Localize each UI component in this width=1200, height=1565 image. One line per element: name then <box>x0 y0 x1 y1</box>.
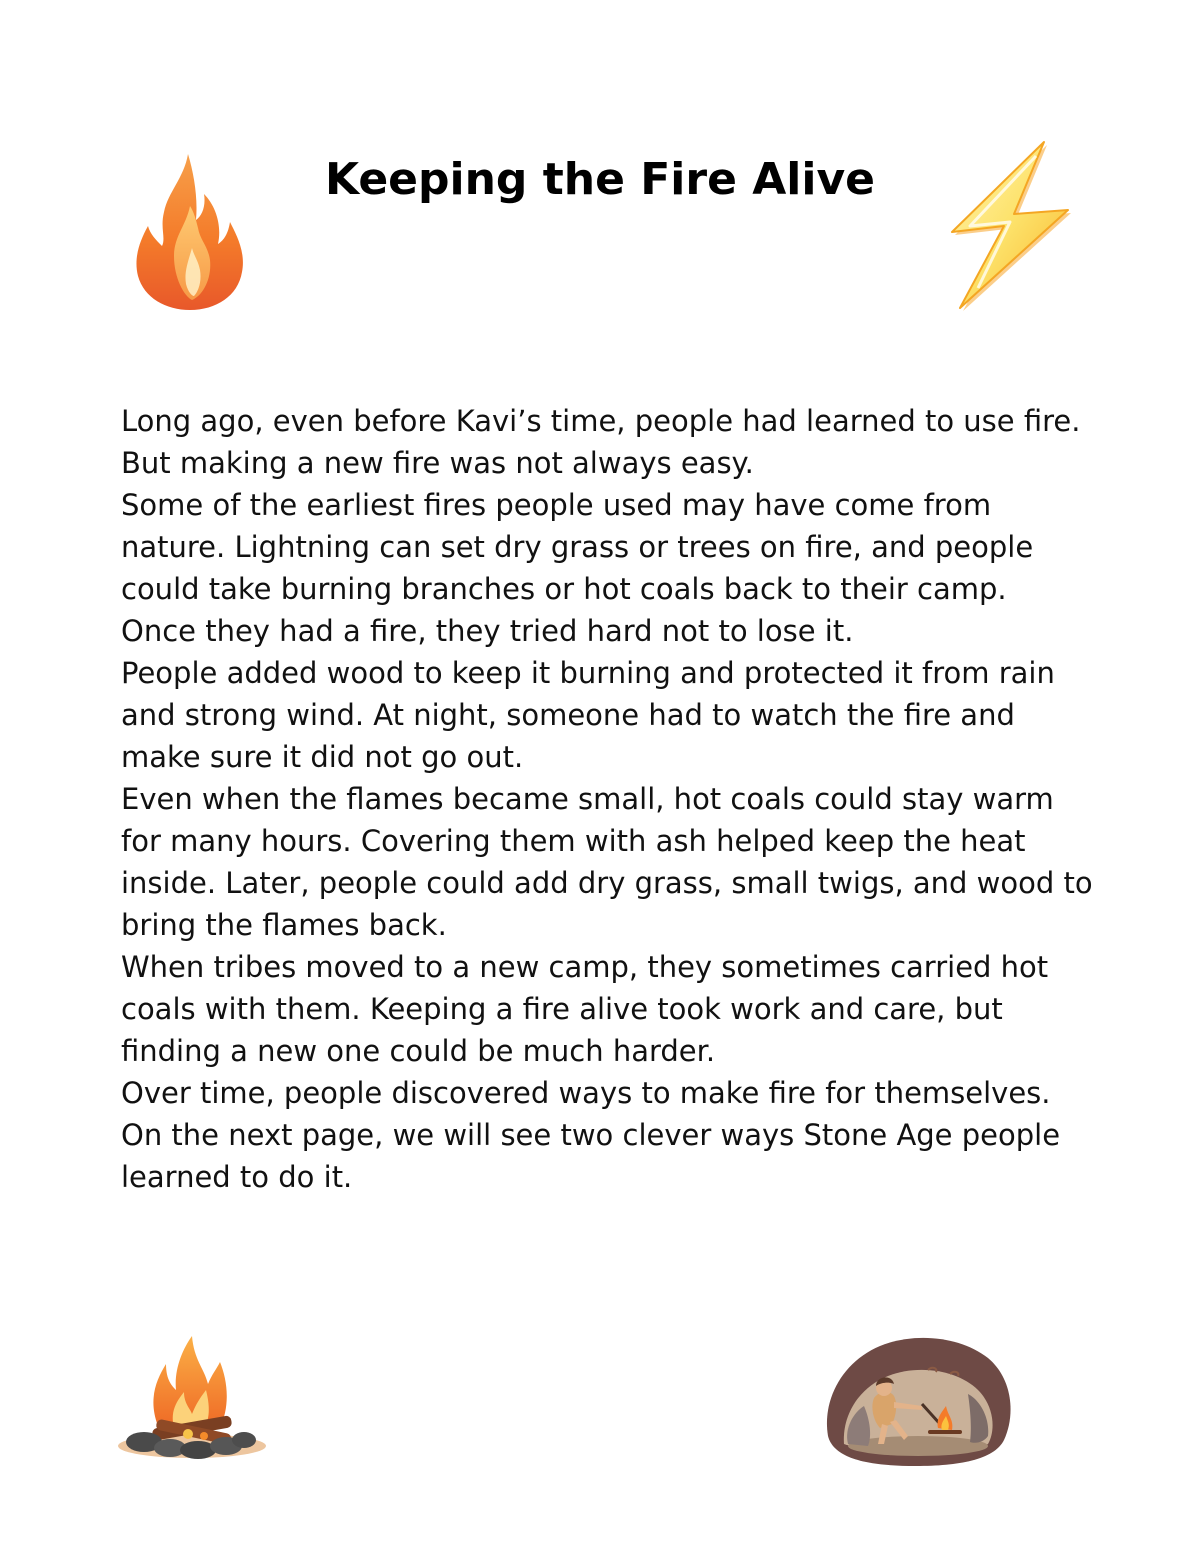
paragraph: Even when the flames became small, hot coals could stay warm for many hours. Covering them with ash helped keep the heat inside. Later, people could add dry grass, small twigs, and wood to bring the flames back. <box>121 782 1093 942</box>
paragraph: On the next page, we will see two clever ways Stone Age people learned to do it. <box>121 1118 1061 1194</box>
paragraph: Some of the earliest fires people used may have come from nature. Lightning can set dry grass or trees on fire, and people could take burning branches or hot coals back to their camp. <box>121 488 1034 606</box>
paragraph: When tribes moved to a new camp, they sometimes carried hot coals with them. Keeping a fire alive took work and care, but finding a new one could be much harder. <box>121 950 1049 1068</box>
paragraph: People added wood to keep it burning and protected it from rain and strong wind. At night, someone had to watch the fire and make sure it did not go out. <box>121 656 1055 774</box>
lightning-icon <box>944 138 1074 312</box>
paragraph: Once they had a fire, they tried hard not to lose it. <box>121 614 854 648</box>
paragraph: Over time, people discovered ways to make fire for themselves. <box>121 1076 1051 1110</box>
paragraph: Long ago, even before Kavi’s time, people had learned to use fire. But making a new fire was not always easy. <box>121 404 1081 480</box>
flame-icon <box>128 148 252 314</box>
campfire-icon <box>112 1330 268 1468</box>
page-title: Keeping the Fire Alive <box>325 154 875 205</box>
caveman-fire-icon <box>818 1332 1016 1468</box>
body-text <box>121 400 1096 1198</box>
